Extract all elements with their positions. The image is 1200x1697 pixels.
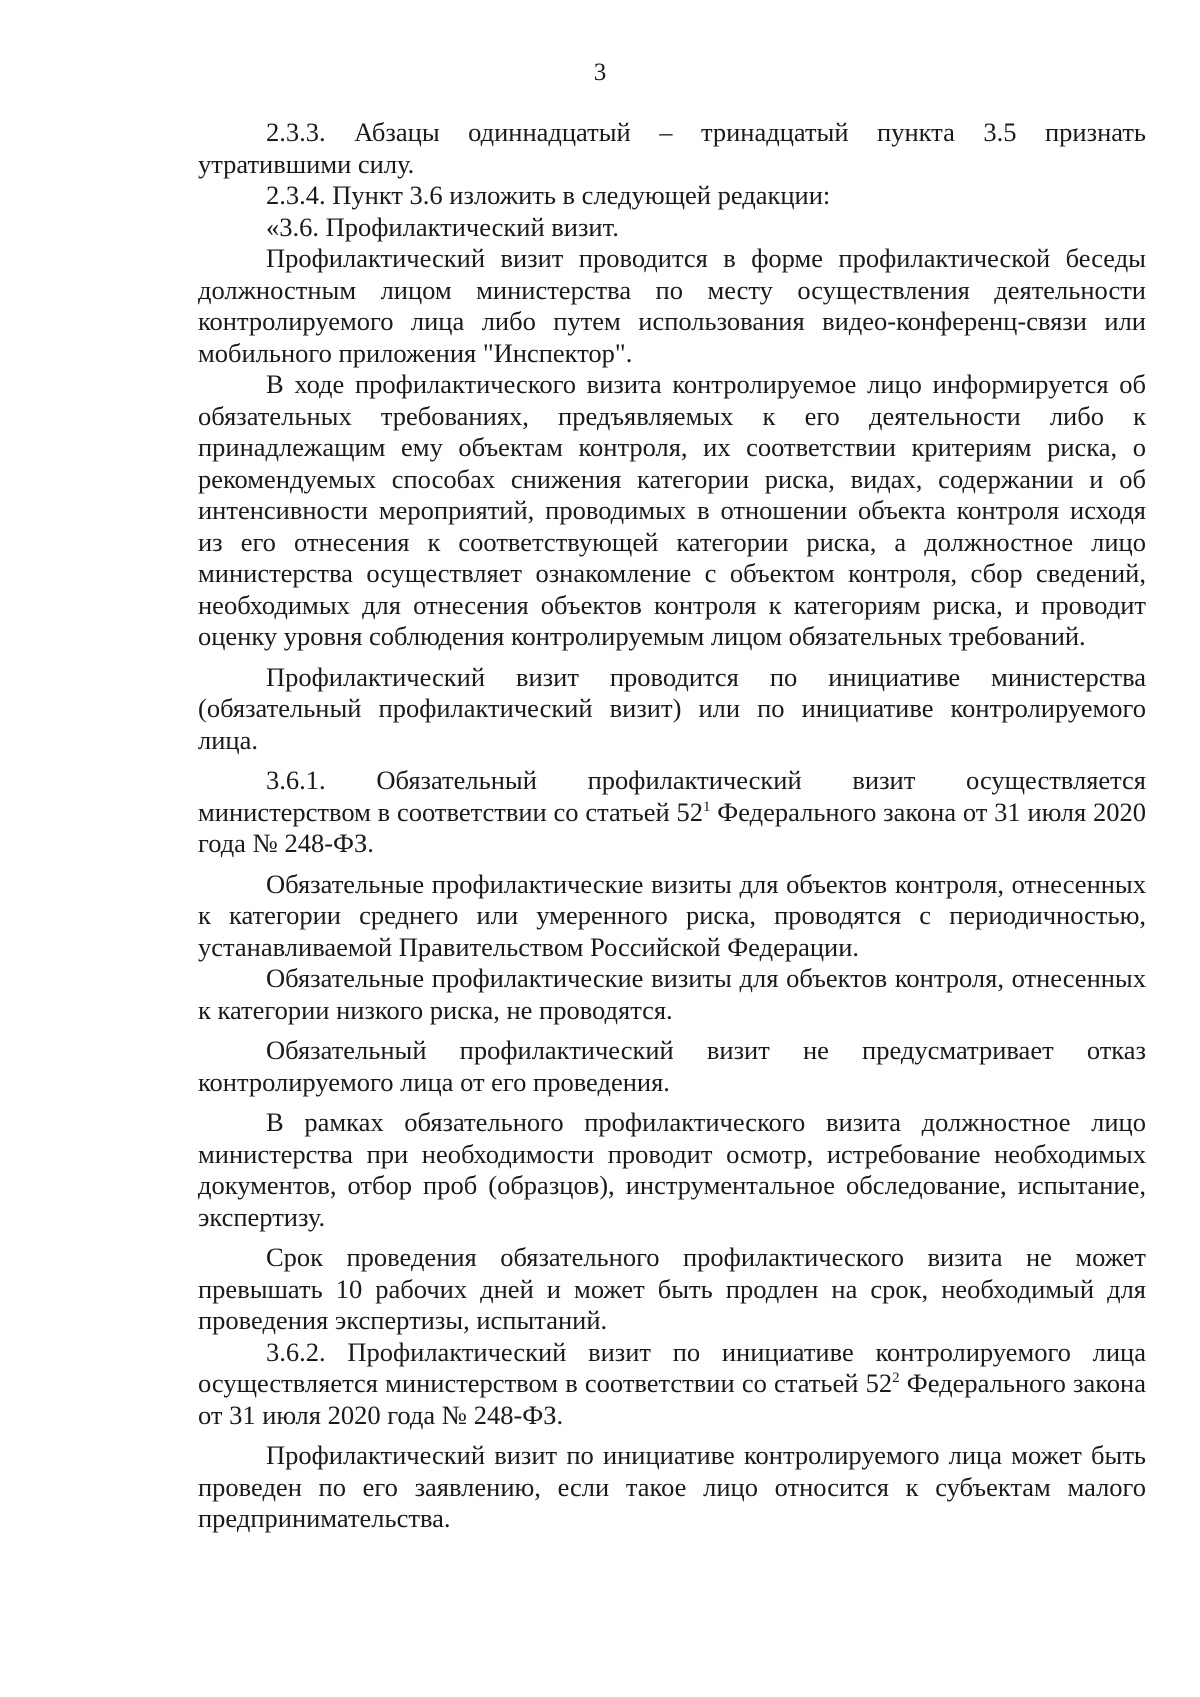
paragraph-no-refusal: Обязательный профилактический визит не предусматривает отказ контролируемого лица от его проведения. [198,1035,1146,1097]
paragraph-periodicity: Обязательные профилактические визиты для объектов контроля, отнесенных к категории среднего или умеренного риска, проводятся с периодичностью, устанавливаемой Правительством Российской Федерации. [198,868,1146,962]
paragraph-visit-content: В ходе профилактического визита контролируемое лицо информируется об обязательных требованиях, предъявляемых к его деятельности либо к принадлежащим ему объектам контроля, их соответствии критериям риска, о рекомендуемых способах снижения категории риска, видах, содержании и об интенсивности мероприятий, проводимых в отношении объекта контроля исходя из его отнесения к соответствующей категории риска, а должностное лицо министерства осуществляет ознакомление с объектом контроля, сбор сведений, необходимых для отнесения объектов контроля к категориям риска, и проводит оценку уровня соблюдения контролируемым лицом обязательных требований. [198,369,1146,651]
paragraph-duration: Срок проведения обязательного профилактического визита не может превышать 10 рабочих дней и может быть продлен на срок, необходимый для проведения экспертизы, испытаний. [198,1242,1146,1335]
section-heading-3-6: «3.6. Профилактический визит. [266,211,619,242]
paragraph-3-6-2-text-a: 3.6.2. Профилактический визит по инициативе контролируемого лица осуществляется министерством в соответствии со статьей 52 [198,1336,1146,1398]
paragraph-3-6-2 [198,1337,1146,1432]
page-number: 3 [593,59,607,86]
paragraph-3-6-1-superscript: 1 [702,798,711,815]
paragraph-3-6-1-text-b: Федерального закона от 31 июля 2020 года № 248-ФЗ. [198,796,1146,858]
paragraph-2-3-4: 2.3.4. Пункт 3.6 изложить в следующей редакции: [266,180,831,210]
paragraph-inspection-actions: В рамках обязательного профилактического визита должностное лицо министерства при необходимости проводит осмотр, истребование необходимых документов, отбор проб (образцов), инструментальное обследование, испытание, экспертизу. [198,1107,1146,1232]
paragraph-3-6-2-superscript: 2 [892,1370,900,1387]
paragraph-3-6-1-text-a: 3.6.1. Обязательный профилактический визит осуществляется министерством в соответствии со статьей 52 [198,765,1146,827]
paragraph-3-6-2-text-b: Федерального закона от 31 июля 2020 года № 248-ФЗ. [198,1368,1146,1430]
paragraph-visit-initiative: Профилактический визит проводится по инициативе министерства (обязательный профилактический визит) или по инициативе контролируемого лица. [198,661,1146,755]
paragraph-small-business: Профилактический визит по инициативе контролируемого лица может быть проведен по его заявлению, если такое лицо относится к субъектам малого предпринимательства. [198,1440,1146,1533]
paragraph-visit-form: Профилактический визит проводится в форме профилактической беседы должностным лицом министерства по месту осуществления деятельности контролируемого лица либо путем использования видео-конференц-связи или мобильного приложения "Инспектор". [198,243,1146,368]
paragraph-2-3-3: 2.3.3. Абзацы одиннадцатый – тринадцатый пункта 3.5 признать утратившими силу. [198,117,1146,179]
paragraph-low-risk: Обязательные профилактические визиты для объектов контроля, отнесенных к категории низкого риска, не проводятся. [198,963,1146,1025]
document-body [198,117,1146,1535]
paragraph-3-6-1 [198,765,1146,860]
